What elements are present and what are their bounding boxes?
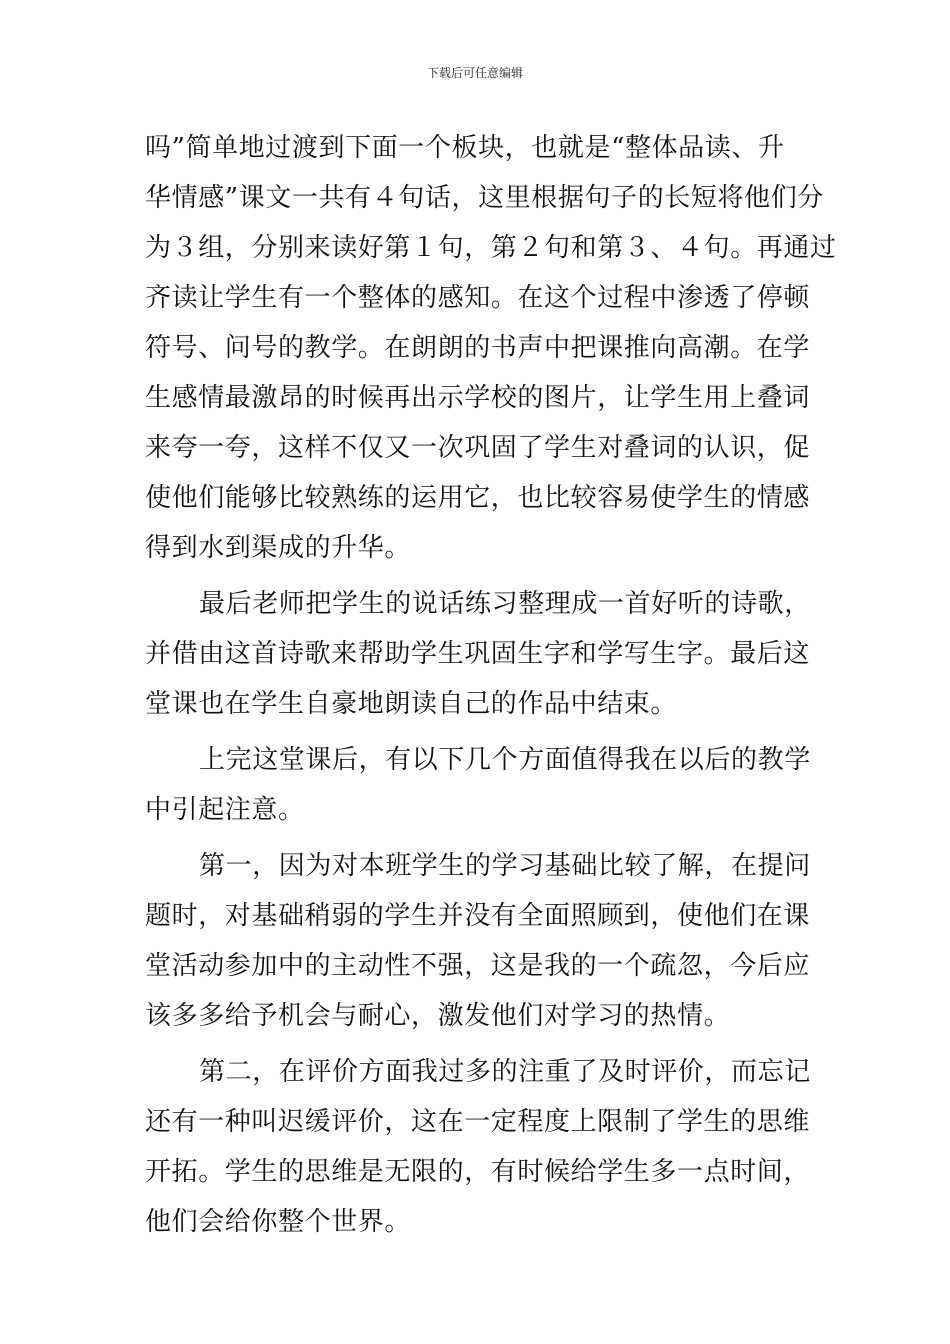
- paragraph: [145, 735, 815, 835]
- text-line: 生感情最激昂的时候再出示学校的图片，让学生用上叠词: [145, 383, 811, 413]
- text-line: 中引起注意。: [145, 795, 305, 825]
- document-body: [145, 123, 837, 1247]
- text-line: 吗”简单地过渡到下面一个板块，也就是“整体品读、升: [145, 133, 785, 163]
- text-line: 齐读让学生有一个整体的感知。在这个过程中渗透了停顿: [145, 283, 811, 313]
- text-line: 堂活动参加中的主动性不强，这是我的一个疏忽，今后应: [145, 951, 811, 981]
- page-header-note: 下载后可任意编辑: [426, 66, 523, 80]
- paragraph: [145, 1047, 815, 1247]
- text-line: 堂课也在学生自豪地朗读自己的作品中结束。: [145, 689, 678, 719]
- text-line: 华情感”课文一共有４句话，这里根据句子的长短将他们分: [145, 183, 824, 213]
- text-line: 他们会给你整个世界。: [145, 1207, 412, 1237]
- text-line: 并借由这首诗歌来帮助学生巩固生字和学写生字。最后这: [145, 639, 811, 669]
- text-line: 最后老师把学生的说话练习整理成一首好听的诗歌，: [199, 589, 811, 619]
- text-line: 还有一种叫迟缓评价，这在一定程度上限制了学生的思维: [145, 1107, 811, 1137]
- text-line: 开拓。学生的思维是无限的，有时候给学生多一点时间，: [145, 1157, 811, 1187]
- text-line: 来夸一夸，这样不仅又一次巩固了学生对叠词的认识，促: [145, 433, 811, 463]
- text-line: 第二，在评价方面我过多的注重了及时评价，而忘记: [199, 1057, 811, 1087]
- text-line: 第一，因为对本班学生的学习基础比较了解，在提问: [199, 851, 811, 881]
- text-line: 得到水到渠成的升华。: [145, 533, 412, 563]
- text-line: 使他们能够比较熟练的运用它，也比较容易使学生的情感: [145, 483, 811, 513]
- text-line: 题时，对基础稍弱的学生并没有全面照顾到，使他们在课: [145, 901, 811, 931]
- text-line: 为３组，分别来读好第１句，第２句和第３、４句。再通过: [145, 233, 837, 263]
- paragraph: [145, 123, 837, 573]
- text-line: 符号、问号的教学。在朗朗的书声中把课推向高潮。在学: [145, 333, 811, 363]
- paragraph: [145, 579, 815, 729]
- text-line: 该多多给予机会与耐心，激发他们对学习的热情。: [145, 1001, 731, 1031]
- text-line: 上完这堂课后，有以下几个方面值得我在以后的教学: [199, 745, 811, 775]
- paragraph: [145, 841, 815, 1041]
